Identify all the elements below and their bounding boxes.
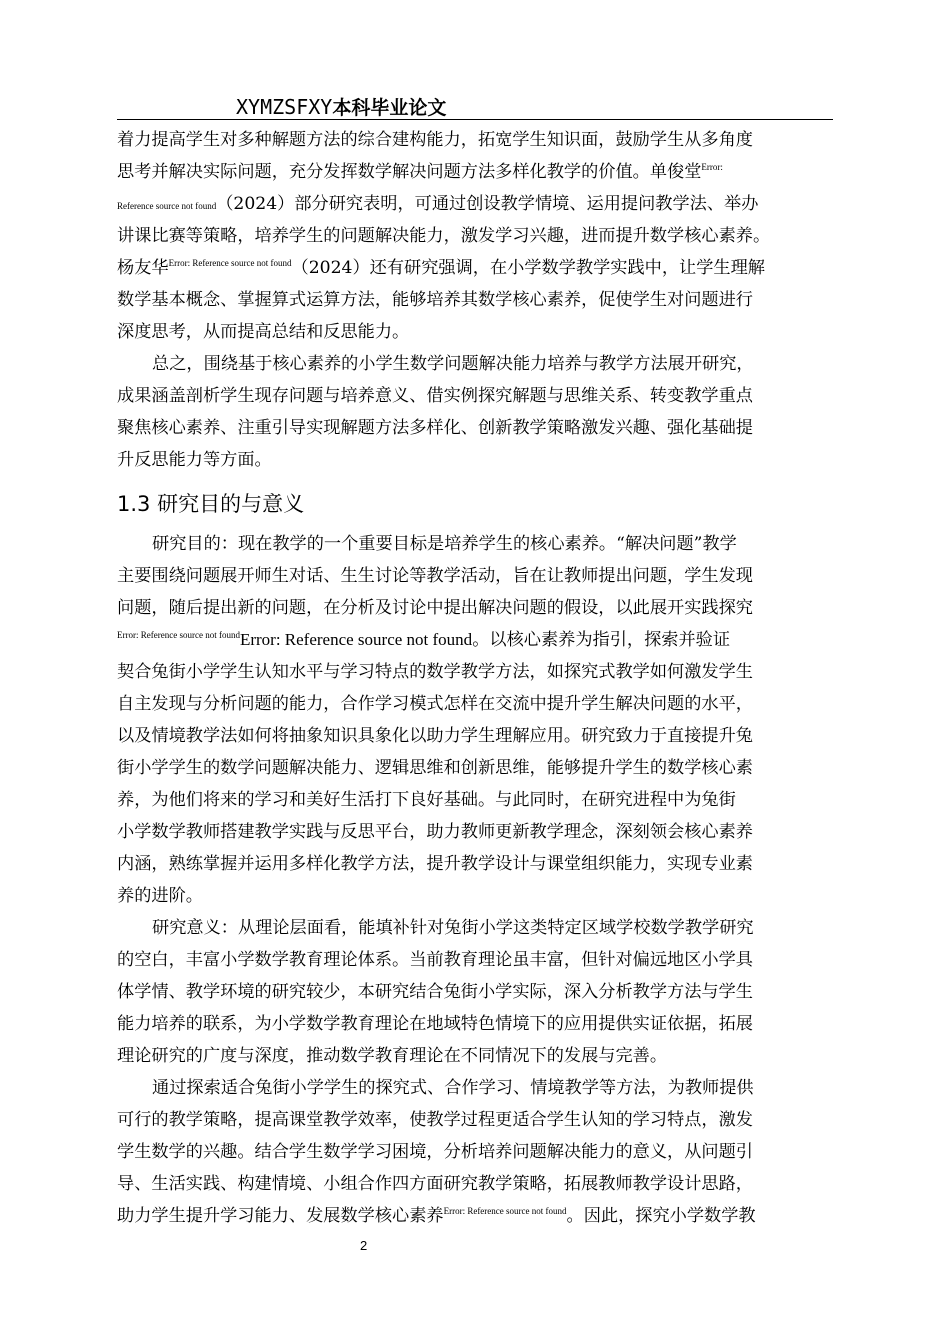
text-line: 问题，随后提出新的问题，在分析及讨论中提出解决问题的假设，以此展开实践探究 [117, 598, 753, 618]
section-heading: 1.3 研究目的与意义 [117, 492, 305, 516]
header-rule [117, 119, 833, 120]
text-line: 成果涵盖剖析学生现存问题与培养意义、借实例探究解题与思维关系、转变教学重点 [117, 386, 753, 406]
text-line: 讲课比赛等策略，培养学生的问题解决能力，激发学习兴趣，进而提升数学核心素养。 [117, 226, 771, 246]
document-body [117, 124, 841, 1232]
paragraph-5 [117, 1072, 841, 1232]
paragraph-2 [117, 348, 841, 476]
text-line: 学生数学的兴趣。结合学生数学学习困境，分析培养问题解决能力的意义，从问题引 [117, 1142, 753, 1162]
page-number: 2 [360, 1238, 368, 1253]
text-line: 体学情、教学环境的研究较少，本研究结合兔街小学实际，深入分析教学方法与学生 [117, 982, 753, 1002]
text-line: 研究意义：从理论层面看，能填补针对兔街小学这类特定区域学校数学教学研究 [152, 918, 754, 938]
citation-error: Error: Reference source not found [117, 630, 240, 640]
text-line: 助力学生提升学习能力、发展数学核心素养$^{Error: Reference source not found}$。因此，探究小学数学教 [117, 1206, 756, 1226]
text-line: 以及情境教学法如何将抽象知识具象化以助力学生理解应用。研究致力于直接提升兔 [117, 726, 753, 746]
text-line: 街小学学生的数学问题解决能力、逻辑思维和创新思维，能够提升学生的数学核心素 [117, 758, 753, 778]
text-line: 聚焦核心素养、注重引导实现解题方法多样化、创新教学策略激发兴趣、强化基础提 [117, 418, 753, 438]
text-line: 契合兔街小学学生认知水平与学习特点的数学教学方法，如探究式教学如何激发学生 [117, 662, 753, 682]
text-line: 研究目的：现在教学的一个重要目标是培养学生的核心素养。“解决问题”教学 [152, 534, 737, 554]
citation-error: Error: Reference source not found [239, 630, 473, 649]
citation-error: Reference source not found [117, 201, 217, 211]
text-line: 养，为他们将来的学习和美好生活打下良好基础。与此同时，在研究进程中为兔街 [117, 790, 736, 810]
text-line: 杨友华$^{Error: Reference source not found}$（2024）还有研究强调，在小学数学教学实践中，让学生理解 [117, 258, 765, 278]
text-line: 的空白，丰富小学数学教育理论体系。当前教育理论虽丰富，但针对偏远地区小学具 [117, 950, 753, 970]
text-line: $^{Error: Reference source not found}$Error: Reference source not found。以核心素养为指引，探索并验证 [117, 630, 731, 650]
text-line: 总之，围绕基于核心素养的小学生数学问题解决能力培养与教学方法展开研究， [152, 354, 754, 374]
text-line: 通过探索适合兔街小学学生的探究式、合作学习、情境教学等方法，为教师提供 [152, 1078, 754, 1098]
text-line: 升反思能力等方面。 [117, 450, 272, 470]
paragraph-3 [117, 528, 841, 912]
text-line: 导、生活实践、构建情境、小组合作四方面研究教学策略，拓展教师教学设计思路， [117, 1174, 753, 1194]
text-line: 可行的教学策略，提高课堂教学效率，使教学过程更适合学生认知的学习特点，激发 [117, 1110, 753, 1130]
text-line: 深度思考，从而提高总结和反思能力。 [117, 322, 410, 342]
page-header [236, 95, 446, 120]
citation-error: Error: Reference source not found [443, 1206, 567, 1216]
text-line: 内涵，熟练掌握并运用多样化教学方法，提升教学设计与课堂组织能力，实现专业素 [117, 854, 753, 874]
text-line: 主要围绕问题展开师生对话、生生讨论等教学活动，旨在让教师提出问题，学生发现 [117, 566, 753, 586]
citation-error: Error: [701, 162, 723, 172]
text-line: 养的进阶。 [117, 886, 203, 906]
text-line: Reference source not found（2024）部分研究表明，可通过创设教学情境、运用提问教学法、举办 [117, 194, 759, 214]
text-line: 理论研究的广度与深度，推动数学教育理论在不同情况下的发展与完善。 [117, 1046, 668, 1066]
text-line: 着力提高学生对多种解题方法的综合建构能力，拓宽学生知识面，鼓励学生从多角度 [117, 130, 753, 150]
citation-error: Error: Reference source not found [168, 258, 292, 268]
paragraph-1 [117, 124, 841, 348]
header-title: 本科毕业论文 [332, 97, 447, 119]
text-line: 思考并解决实际问题，充分发挥数学解决问题方法多样化教学的价值。单俊堂$^{Error:}$ [117, 162, 723, 182]
text-line: 能力培养的联系，为小学数学教育理论在地域特色情境下的应用提供实证依据，拓展 [117, 1014, 753, 1034]
header-code: XYMZSFXY [236, 95, 333, 119]
text-line: 小学数学教师搭建教学实践与反思平台，助力教师更新教学理念，深刻领会核心素养 [117, 822, 753, 842]
text-line: 自主发现与分析问题的能力，合作学习模式怎样在交流中提升学生解决问题的水平， [117, 694, 753, 714]
paragraph-4 [117, 912, 841, 1072]
text-line: 数学基本概念、掌握算式运算方法，能够培养其数学核心素养，促使学生对问题进行 [117, 290, 753, 310]
